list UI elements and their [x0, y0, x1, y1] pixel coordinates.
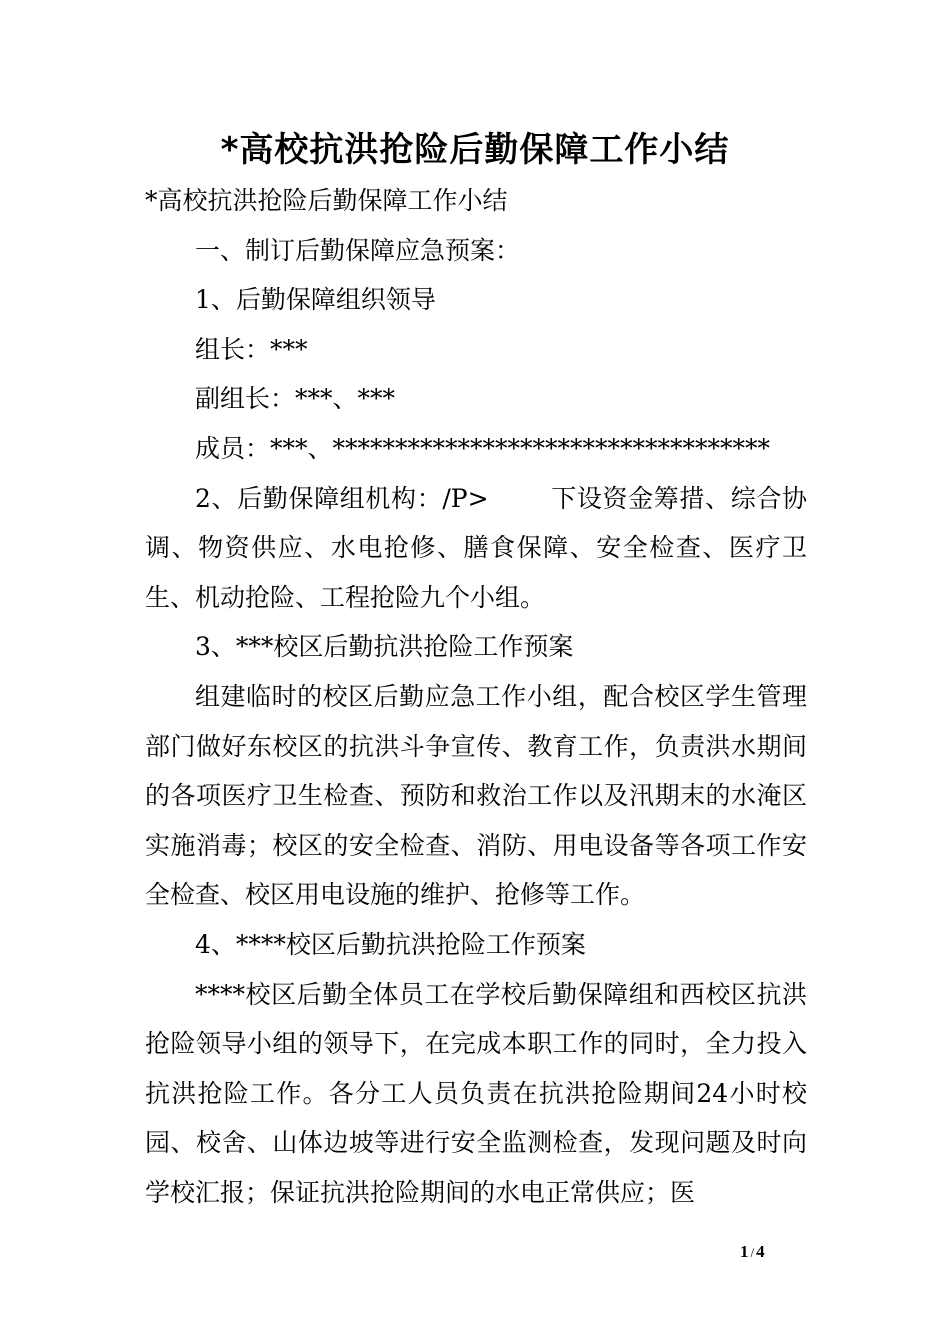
paragraph-item-2 [145, 474, 807, 623]
paragraph-members: 成员：***、*********************************** [195, 433, 771, 463]
paragraph-item-1-heading: 1、后勤保障组织领导 [195, 285, 436, 315]
paragraph-deputy-leader: 副组长：***、*** [195, 384, 396, 414]
paragraph-item-4-heading: 4、****校区后勤抗洪抢险工作预案 [195, 929, 586, 959]
paragraph-item-2-heading: 2、后勤保障组机构：/P> [195, 483, 489, 513]
paragraph-leader: 组长：*** [195, 334, 308, 364]
page-number [740, 1240, 765, 1265]
paragraph-item-2-body: 下设资金筹措、综合协调、物资供应、水电抢修、膳食保障、安全检查、医疗卫生、机动抢险、工程抢险九个小组。 [145, 483, 807, 612]
page-separator: / [750, 1245, 755, 1260]
paragraph-item-4-body: ****校区后勤全体员工在学校后勤保障组和西校区抗洪抢险领导小组的领导下，在完成本职工作的同时，全力投入抗洪抢险工作。各分工人员负责在抗洪抢险期间24小时校园、校舍、山体边坡等进行安全监测检查，发现问题及时向学校汇报；保证抗洪抢险期间的水电正常供应；医 [145, 979, 807, 1207]
total-pages-number: 4 [756, 1242, 765, 1261]
paragraph-section-heading: 一、制订后勤保障应急预案： [195, 235, 521, 265]
paragraph-item-3-body: 组建临时的校区后勤应急工作小组，配合校区学生管理部门做好东校区的抗洪斗争宣传、教育工作，负责洪水期间的各项医疗卫生检查、预防和救治工作以及汛期末的水淹区实施消毒；校区的安全检查、消防、用电设备等各项工作安全检查、校区用电设施的维护、抢修等工作。 [145, 681, 807, 910]
paragraph-subtitle: *高校抗洪抢险后勤保障工作小结 [145, 186, 508, 215]
current-page-number: 1 [740, 1242, 749, 1261]
document-title: *高校抗洪抢险后勤保障工作小结 [220, 130, 730, 170]
paragraph-item-3-heading: 3、***校区后勤抗洪抢险工作预案 [195, 632, 574, 662]
document-body [145, 176, 807, 1217]
